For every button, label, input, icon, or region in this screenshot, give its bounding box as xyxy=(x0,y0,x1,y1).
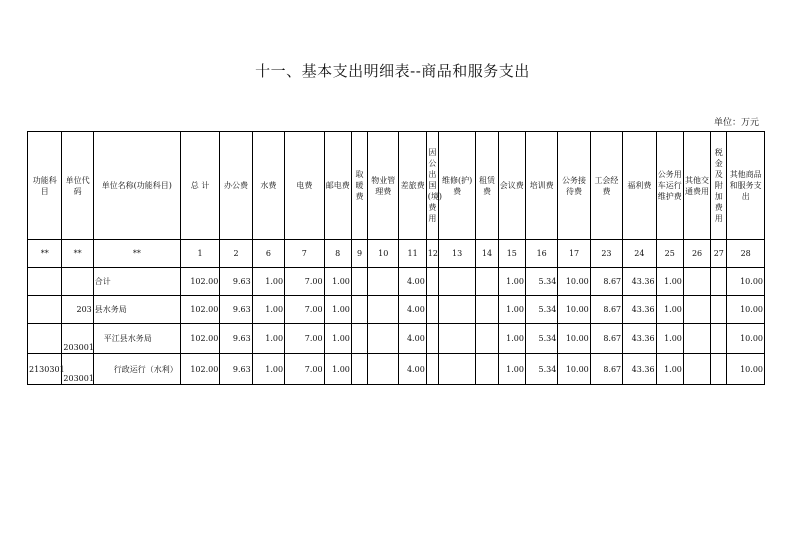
amount-cell: 9.63 xyxy=(220,354,252,385)
column-index-row xyxy=(28,240,765,268)
amount-cell xyxy=(683,296,710,324)
index-cell: 26 xyxy=(683,240,710,268)
function-code-cell: 2130301 xyxy=(28,354,62,385)
amount-cell: 4.00 xyxy=(399,354,426,385)
amount-cell: 1.00 xyxy=(498,324,525,354)
index-cell: 8 xyxy=(324,240,351,268)
amount-cell: 9.63 xyxy=(220,268,252,296)
amount-cell: 4.00 xyxy=(399,296,426,324)
amount-cell xyxy=(438,268,475,296)
table-row xyxy=(28,324,765,354)
function-code-cell xyxy=(28,324,62,354)
header-cell: 公务接待费 xyxy=(558,132,590,240)
header-cell: 总 计 xyxy=(180,132,219,240)
amount-cell xyxy=(368,268,399,296)
amount-cell xyxy=(368,354,399,385)
index-cell: 15 xyxy=(498,240,525,268)
amount-cell xyxy=(351,268,367,296)
amount-cell xyxy=(476,296,498,324)
table-body xyxy=(28,268,765,385)
amount-cell: 7.00 xyxy=(285,268,324,296)
amount-cell xyxy=(476,268,498,296)
header-cell: 单位代码 xyxy=(62,132,93,240)
index-cell: 17 xyxy=(558,240,590,268)
amount-cell: 102.00 xyxy=(180,324,219,354)
amount-cell: 7.00 xyxy=(285,324,324,354)
amount-cell: 102.00 xyxy=(180,354,219,385)
header-cell: 维修(护)费 xyxy=(438,132,475,240)
amount-cell xyxy=(683,324,710,354)
amount-cell: 1.00 xyxy=(324,354,351,385)
amount-cell xyxy=(368,324,399,354)
unit-name-cell: 平江县水务局 xyxy=(93,324,180,354)
amount-cell: 1.00 xyxy=(324,324,351,354)
amount-cell: 8.67 xyxy=(590,354,622,385)
header-cell: 其他商品和服务支出 xyxy=(727,132,765,240)
amount-cell: 10.00 xyxy=(558,354,590,385)
header-cell: 单位名称(功能科目) xyxy=(93,132,180,240)
amount-cell xyxy=(426,354,438,385)
amount-cell: 5.34 xyxy=(525,296,557,324)
index-cell: ** xyxy=(93,240,180,268)
amount-cell: 7.00 xyxy=(285,296,324,324)
amount-cell: 9.63 xyxy=(220,296,252,324)
index-cell: 13 xyxy=(438,240,475,268)
amount-cell xyxy=(426,268,438,296)
amount-cell: 4.00 xyxy=(399,324,426,354)
index-cell: 11 xyxy=(399,240,426,268)
unit-code-cell: 203001 xyxy=(62,354,93,385)
amount-cell: 1.00 xyxy=(656,354,683,385)
amount-cell: 1.00 xyxy=(498,296,525,324)
amount-cell xyxy=(476,354,498,385)
header-cell: 功能科目 xyxy=(28,132,62,240)
function-code-cell xyxy=(28,268,62,296)
amount-cell: 10.00 xyxy=(727,268,765,296)
table-row xyxy=(28,268,765,296)
amount-cell: 43.36 xyxy=(623,296,656,324)
index-cell: 2 xyxy=(220,240,252,268)
amount-cell: 1.00 xyxy=(324,268,351,296)
amount-cell: 1.00 xyxy=(252,354,284,385)
unit-code-cell xyxy=(62,268,93,296)
unit-code-cell: 203001 xyxy=(62,324,93,354)
amount-cell xyxy=(351,354,367,385)
amount-cell: 10.00 xyxy=(727,296,765,324)
header-cell: 公务用车运行维护费 xyxy=(656,132,683,240)
header-cell: 福利费 xyxy=(623,132,656,240)
index-cell: 7 xyxy=(285,240,324,268)
amount-cell: 7.00 xyxy=(285,354,324,385)
amount-cell xyxy=(351,324,367,354)
amount-cell: 5.34 xyxy=(525,268,557,296)
amount-cell: 1.00 xyxy=(252,296,284,324)
amount-cell: 8.67 xyxy=(590,324,622,354)
amount-cell xyxy=(438,354,475,385)
amount-cell: 10.00 xyxy=(558,296,590,324)
header-cell: 电费 xyxy=(285,132,324,240)
index-cell: 28 xyxy=(727,240,765,268)
amount-cell: 43.36 xyxy=(623,268,656,296)
index-cell: 27 xyxy=(711,240,727,268)
amount-cell xyxy=(711,268,727,296)
amount-cell: 8.67 xyxy=(590,296,622,324)
index-cell: 6 xyxy=(252,240,284,268)
amount-cell xyxy=(711,296,727,324)
amount-cell: 9.63 xyxy=(220,324,252,354)
amount-cell: 5.34 xyxy=(525,324,557,354)
index-cell: 25 xyxy=(656,240,683,268)
header-cell: 差旅费 xyxy=(399,132,426,240)
amount-cell xyxy=(711,354,727,385)
header-cell: 办公费 xyxy=(220,132,252,240)
amount-cell xyxy=(351,296,367,324)
amount-cell: 10.00 xyxy=(558,324,590,354)
amount-cell: 1.00 xyxy=(498,354,525,385)
amount-cell: 10.00 xyxy=(727,324,765,354)
page-title: 十一、基本支出明细表--商品和服务支出 xyxy=(255,62,530,80)
amount-cell xyxy=(683,268,710,296)
unit-code-cell: 203 xyxy=(62,296,93,324)
unit-name-cell: 合计 xyxy=(93,268,180,296)
header-cell: 邮电费 xyxy=(324,132,351,240)
header-cell: 其他交通费用 xyxy=(683,132,710,240)
amount-cell: 1.00 xyxy=(324,296,351,324)
amount-cell: 4.00 xyxy=(399,268,426,296)
header-cell: 因公出国(境)费用 xyxy=(426,132,438,240)
index-cell: 1 xyxy=(180,240,219,268)
amount-cell: 43.36 xyxy=(623,324,656,354)
header-cell: 会议费 xyxy=(498,132,525,240)
amount-cell: 10.00 xyxy=(558,268,590,296)
amount-cell xyxy=(426,296,438,324)
table-row xyxy=(28,296,765,324)
amount-cell: 5.34 xyxy=(525,354,557,385)
expense-detail-table xyxy=(27,131,765,385)
header-cell: 水费 xyxy=(252,132,284,240)
amount-cell: 43.36 xyxy=(623,354,656,385)
index-cell: 16 xyxy=(525,240,557,268)
amount-cell: 102.00 xyxy=(180,296,219,324)
amount-cell xyxy=(683,354,710,385)
amount-cell: 1.00 xyxy=(252,324,284,354)
table-row xyxy=(28,354,765,385)
header-cell: 税金及附加费用 xyxy=(711,132,727,240)
unit-label: 单位：万元 xyxy=(713,118,759,128)
index-cell: ** xyxy=(62,240,93,268)
index-cell: 23 xyxy=(590,240,622,268)
amount-cell xyxy=(711,324,727,354)
amount-cell: 1.00 xyxy=(656,296,683,324)
header-cell: 租赁费 xyxy=(476,132,498,240)
header-row xyxy=(28,132,765,240)
index-cell: 10 xyxy=(368,240,399,268)
unit-name-cell: 县水务局 xyxy=(93,296,180,324)
header-cell: 取暖费 xyxy=(351,132,367,240)
index-cell: 9 xyxy=(351,240,367,268)
amount-cell xyxy=(438,296,475,324)
amount-cell: 1.00 xyxy=(498,268,525,296)
amount-cell: 1.00 xyxy=(656,324,683,354)
amount-cell: 10.00 xyxy=(727,354,765,385)
amount-cell: 8.67 xyxy=(590,268,622,296)
header-cell: 培训费 xyxy=(525,132,557,240)
amount-cell xyxy=(426,324,438,354)
unit-name-cell: 行政运行（水利） xyxy=(93,354,180,385)
index-cell: 12 xyxy=(426,240,438,268)
function-code-cell xyxy=(28,296,62,324)
amount-cell xyxy=(438,324,475,354)
index-cell: ** xyxy=(28,240,62,268)
amount-cell: 1.00 xyxy=(656,268,683,296)
index-cell: 14 xyxy=(476,240,498,268)
amount-cell: 102.00 xyxy=(180,268,219,296)
amount-cell xyxy=(476,324,498,354)
amount-cell: 1.00 xyxy=(252,268,284,296)
amount-cell xyxy=(368,296,399,324)
header-cell: 工会经费 xyxy=(590,132,622,240)
index-cell: 24 xyxy=(623,240,656,268)
header-cell: 物业管理费 xyxy=(368,132,399,240)
